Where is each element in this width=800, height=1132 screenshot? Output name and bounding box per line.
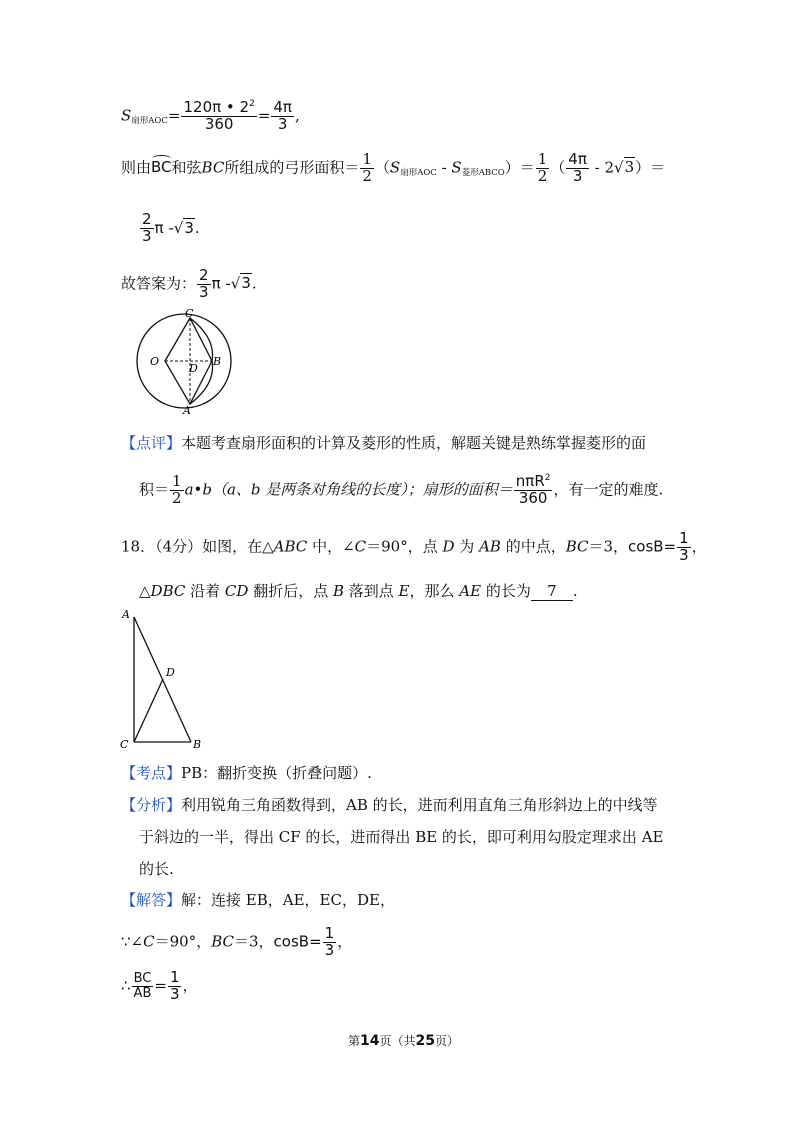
text: - 2 — [589, 158, 615, 177]
fraction — [168, 970, 182, 1003]
text: 的中点， — [500, 537, 566, 556]
text: π - — [211, 274, 231, 293]
fraction — [536, 152, 550, 185]
text: 为 — [454, 537, 480, 556]
therefore-line — [121, 970, 198, 1003]
jieda-line — [121, 889, 395, 910]
jieda-tag: 【解答】 — [121, 891, 182, 909]
text: 所组成的弓形面积＝ — [224, 158, 360, 177]
fraction — [197, 268, 211, 301]
denominator: 360 — [204, 114, 234, 133]
text: （ — [374, 158, 390, 177]
text: ＝3， — [588, 537, 629, 556]
var: AE — [459, 582, 482, 600]
text: π - — [154, 218, 174, 237]
fraction — [170, 474, 184, 507]
text: 18．（4分）如图，在△ — [121, 537, 274, 556]
text: 的长为 — [481, 582, 531, 600]
denominator: AB — [133, 985, 152, 1001]
denominator: 3 — [142, 226, 152, 245]
text: 第 — [348, 1034, 361, 1048]
text: cosB= — [628, 537, 677, 556]
numerator: 1 — [169, 968, 180, 986]
fenxi-text: 利用锐角三角函数得到，AB 的长，进而利用直角三角形斜边上的中线等 — [181, 796, 658, 814]
segment-cd — [134, 679, 163, 742]
subscript: 扇形AOC — [131, 116, 168, 127]
var: C — [143, 932, 155, 951]
symbol-s: S — [389, 158, 401, 177]
fenxi-line-2 — [139, 826, 663, 847]
comma: , — [294, 106, 300, 125]
denominator: 2 — [362, 166, 372, 185]
label-b: B — [213, 355, 222, 368]
denominator: 3 — [572, 166, 583, 185]
denominator: 3 — [199, 282, 209, 301]
fraction — [514, 474, 553, 507]
denominator: 2 — [172, 488, 182, 507]
radicand: 3 — [241, 274, 251, 293]
var: D — [442, 537, 455, 556]
denominator: 3 — [277, 114, 288, 133]
question-18-line-1 — [121, 531, 707, 564]
label-o: O — [150, 355, 160, 368]
var: C — [354, 537, 367, 556]
symbol-s: S — [121, 106, 132, 125]
numerator: 1 — [362, 150, 372, 168]
subscript: 扇形AOC — [400, 168, 437, 179]
var: E — [398, 582, 410, 600]
var: AB — [479, 537, 501, 556]
text: 页（共 — [379, 1034, 416, 1048]
var: ABC — [273, 537, 308, 556]
text: （ — [550, 158, 566, 177]
var: DBC — [150, 582, 186, 600]
circle-rhombus-figure — [115, 308, 235, 416]
denominator: 2 — [537, 166, 548, 185]
numerator: 1 — [172, 472, 182, 490]
comment-tag: 【点评】 — [121, 434, 182, 452]
symbol-s: S — [451, 158, 462, 177]
text: 中，∠ — [307, 537, 355, 556]
label-d: D — [189, 362, 198, 375]
therefore-symbol: ∴ — [121, 976, 131, 995]
answer-blank: 7 — [531, 582, 573, 601]
fraction — [181, 100, 256, 133]
jieda-text: 解：连接 EB，AE，EC，DE， — [181, 891, 395, 909]
var: BC — [211, 932, 234, 951]
denominator: 360 — [518, 488, 548, 507]
formula-sector-area — [121, 100, 300, 133]
text: ，有一定的难度. — [553, 480, 664, 499]
fraction — [323, 926, 337, 959]
text: △ — [139, 582, 151, 600]
text: ）＝ — [635, 158, 666, 177]
text: 则由 — [121, 158, 152, 177]
radicand: 3 — [624, 158, 635, 177]
fenxi-line-3 — [139, 858, 174, 879]
answer-line: 故答案为： $\frac{2}{3}$ π -√3. — [121, 266, 257, 301]
fenxi-text: 于斜边的一半，得出 CF 的长，进而得出 BE 的长，即可利用勾股定理求出 AE — [139, 828, 664, 846]
because-line — [121, 926, 352, 959]
numerator: 2 — [142, 210, 152, 228]
text: . — [194, 218, 200, 237]
var: BC — [565, 537, 589, 556]
label-c: C — [120, 738, 129, 750]
text: . — [251, 274, 257, 293]
numerator: 4π — [568, 150, 587, 168]
because-symbol: ∵ — [121, 932, 131, 951]
fraction — [132, 972, 154, 1000]
text: ＝3， — [233, 932, 274, 951]
denominator: 3 — [679, 545, 689, 564]
comment-text: 本题考查扇形面积的计算及菱形的性质，解题关键是熟练掌握菱形的面 — [181, 434, 647, 452]
text: 落到点 — [344, 582, 399, 600]
fraction — [140, 212, 154, 245]
fenxi-tag: 【分析】 — [121, 796, 182, 814]
text: ， — [337, 932, 353, 951]
arc-bc: BC — [151, 158, 172, 177]
text: ，那么 — [409, 582, 460, 600]
numerator: 1 — [324, 924, 335, 942]
fenxi-line-1 — [121, 794, 658, 815]
label-a: A — [183, 404, 191, 416]
text: 翻折后，点 — [248, 582, 333, 600]
formula-result: $\frac{2}{3}$ π -√3. — [142, 210, 200, 245]
label-b: B — [193, 738, 202, 750]
label-a: A — [122, 608, 130, 621]
text: ∠ — [130, 932, 144, 951]
fraction — [677, 531, 691, 564]
question-18-line-2 — [139, 580, 578, 601]
comment-line-2 — [139, 474, 663, 507]
text: ， — [691, 537, 707, 556]
text: 故答案为： — [121, 274, 197, 293]
exponent: 2 — [544, 473, 551, 483]
triangle-figure — [118, 604, 213, 750]
text: ）＝ — [504, 158, 535, 177]
text: . — [572, 582, 578, 600]
radicand: 3 — [184, 218, 194, 237]
label-c: C — [185, 308, 194, 320]
equals: = — [154, 976, 167, 995]
formula-segment-area: 则由BC和弦BC所组成的弓形面积＝ $\frac{1}{2}$ $(S_{扇形AOC} - S_{菱形ABCO})=$ $\frac{1}{2}$ （ $\frac{4\pi}{3}$ - 2√3）＝ — [121, 150, 666, 185]
page-footer — [348, 1032, 459, 1049]
fraction — [566, 152, 589, 185]
text: 沿着 — [185, 582, 225, 600]
label-d: D — [166, 666, 175, 679]
minus: - — [436, 158, 452, 177]
denominator: 3 — [324, 940, 335, 959]
numerator: 120π • 2 — [183, 98, 250, 116]
kaodian-text: PB：翻折变换（折叠问题）. — [181, 764, 372, 782]
text: ＝90°， — [154, 932, 212, 951]
text: 页） — [435, 1034, 460, 1048]
numerator: BC — [133, 971, 152, 987]
numerator: 1 — [537, 150, 548, 168]
equals: = — [257, 106, 271, 125]
numerator: 4π — [273, 98, 292, 116]
total-pages: 25 — [415, 1033, 435, 1049]
subscript: 菱形ABCO — [461, 168, 505, 179]
comment-line-1 — [121, 432, 646, 453]
numerator: 2 — [199, 266, 209, 284]
fraction — [271, 100, 294, 133]
text: a•b（a、b 是两条对角线的长度）；扇形的面积＝ — [184, 480, 513, 499]
text: ， — [182, 976, 198, 995]
numerator: nπR — [515, 472, 545, 490]
denominator: 3 — [169, 984, 180, 1003]
text: ＝90°，点 — [366, 537, 443, 556]
page-number: 14 — [360, 1033, 380, 1049]
chord-bc: BC — [201, 158, 225, 177]
kaodian-tag: 【考点】 — [121, 764, 182, 782]
fenxi-text: 的长. — [139, 860, 174, 878]
fraction — [360, 152, 374, 185]
equals: = — [167, 106, 181, 125]
text: 和弦 — [171, 158, 202, 177]
kaodian-line — [121, 762, 372, 783]
var: CD — [224, 582, 249, 600]
var: B — [332, 582, 344, 600]
text: 积＝ — [139, 480, 170, 499]
exponent: 2 — [249, 99, 255, 109]
text: cosB= — [273, 932, 322, 951]
numerator: 1 — [679, 529, 689, 547]
